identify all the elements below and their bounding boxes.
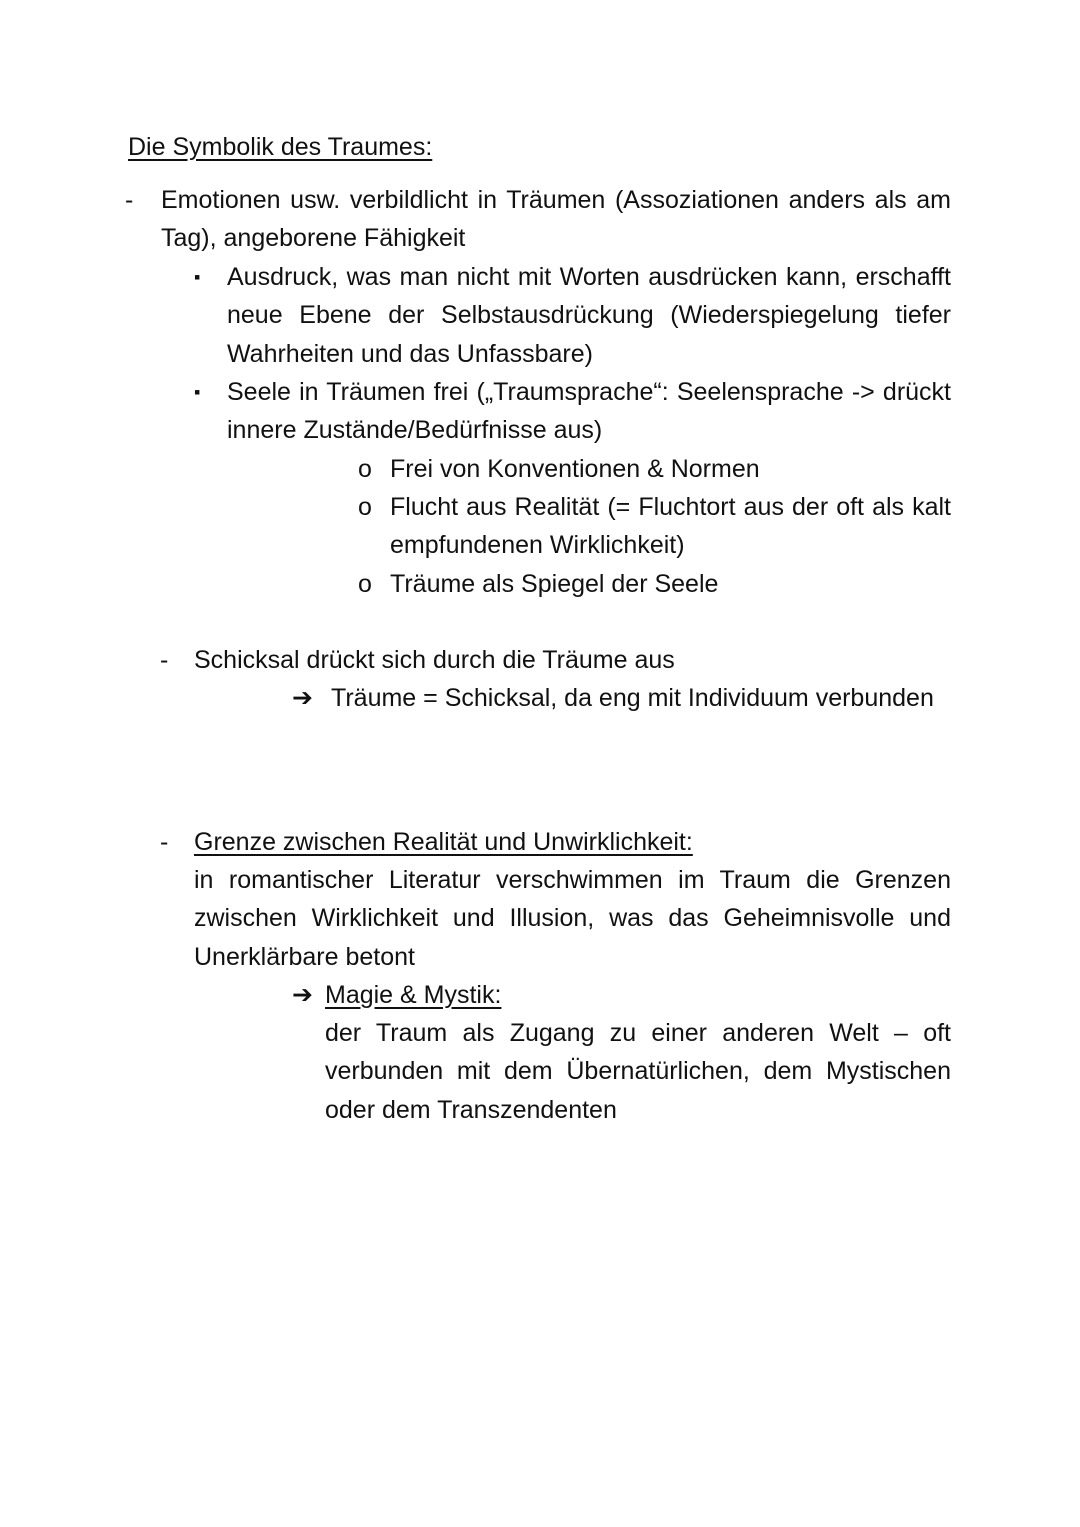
- dash-bullet: -: [160, 828, 169, 856]
- section3-arrow-heading: Magie & Mystik:: [325, 981, 502, 1009]
- dash-bullet: -: [125, 186, 134, 214]
- section1-sub2: Seele in Träumen frei („Traumsprache“: Seelensprache -> drückt innere Zustände/Bedürfnisse aus): [227, 378, 951, 445]
- square-bullet: ▪: [194, 267, 201, 287]
- circle-item: Flucht aus Realität (= Fluchtort aus der oft als kalt empfundenen Wirklichkeit): [390, 493, 951, 560]
- circle-bullet: o: [358, 455, 372, 483]
- section1-text: Emotionen usw. verbildlicht in Träumen (Assoziationen anders als am Tag), angeborene Fähigkeit: [161, 186, 951, 253]
- circle-item: Frei von Konventionen & Normen: [390, 455, 760, 483]
- arrow-icon: ➔: [292, 980, 313, 1009]
- section2-text: Schicksal drückt sich durch die Träume aus: [194, 646, 675, 674]
- square-bullet: ▪: [194, 382, 201, 402]
- section1-sub1: Ausdruck, was man nicht mit Worten ausdrücken kann, erschafft neue Ebene der Selbstausdrückung (Wiederspiegelung tiefer Wahrheiten und das Unfassbare): [227, 263, 951, 368]
- circle-bullet: o: [358, 570, 372, 598]
- arrow-icon: ➔: [292, 683, 313, 712]
- section3-text: in romantischer Literatur verschwimmen im Traum die Grenzen zwischen Wirklichkeit und Illusion, was das Geheimnisvolle und Unerklärbare betont: [194, 866, 951, 971]
- circle-item: Träume als Spiegel der Seele: [390, 570, 719, 598]
- circle-bullet: o: [358, 493, 372, 521]
- section3-arrow-text: der Traum als Zugang zu einer anderen Welt – oft verbunden mit dem Übernatürlichen, dem Mystischen oder dem Transzendenten: [325, 1019, 951, 1124]
- section2-arrow-text: Träume = Schicksal, da eng mit Individuum verbunden: [331, 684, 934, 712]
- page-title: Die Symbolik des Traumes:: [128, 133, 433, 161]
- section3-heading: Grenze zwischen Realität und Unwirklichkeit:: [194, 828, 693, 856]
- dash-bullet: -: [160, 646, 169, 674]
